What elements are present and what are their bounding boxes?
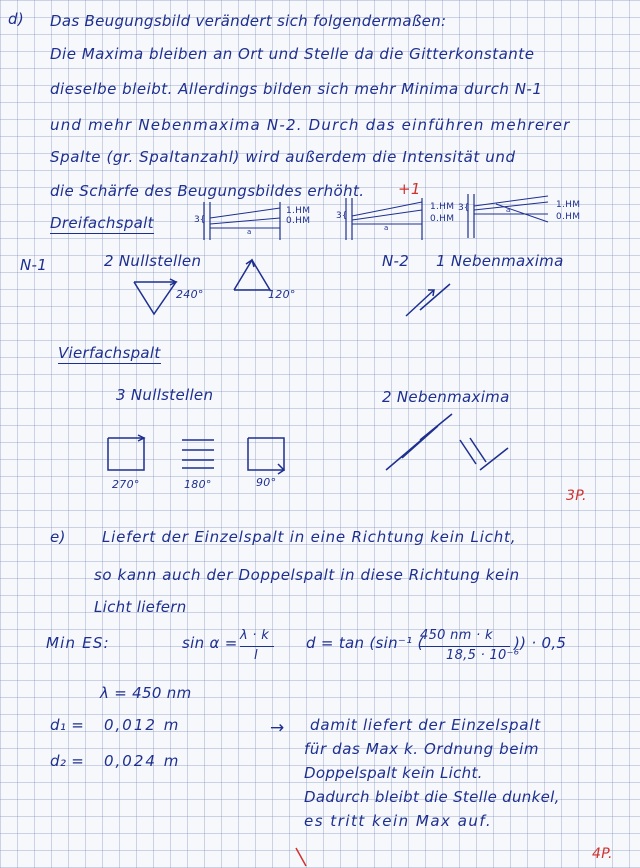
svg-text:a: a: [247, 228, 252, 236]
angle-180: 180°: [184, 478, 212, 491]
svg-text:a: a: [506, 206, 511, 214]
formula-sin-fraction-bar: [240, 646, 274, 647]
formula-d: d = tan (sin⁻¹ (: [306, 634, 424, 652]
n1-text: 2 Nullstellen: [104, 252, 202, 270]
svg-text:3{: 3{: [336, 211, 348, 221]
conclusion-arrow: →: [270, 718, 285, 738]
svg-text:3{: 3{: [194, 215, 206, 225]
conclusion-line-3: Doppelspalt kein Licht.: [304, 764, 483, 782]
diagram-2-label-0hm: 0.HM: [430, 214, 455, 224]
diagram-1-label-0hm: 0.HM: [286, 216, 311, 226]
phasor-square-270: [104, 434, 150, 474]
phasor-zigzag-180: [178, 434, 218, 474]
red-tick-mark: [292, 846, 312, 868]
svg-text:a: a: [384, 224, 389, 232]
lambda-value: λ = 450 nm: [100, 684, 192, 702]
part-e-line-3: Licht liefern: [94, 598, 187, 616]
formula-sin: sin α =: [182, 634, 238, 652]
n1-label: N-1: [20, 256, 48, 274]
n2-label: N-2: [382, 252, 410, 270]
part-d-line-3: dieselbe bleibt. Allerdings bilden sich mehr Minima durch N-1: [50, 80, 543, 98]
conclusion-line-1: damit liefert der Einzelspalt: [310, 716, 541, 734]
angle-90: 90°: [256, 476, 277, 489]
d1-label: d₁ =: [50, 716, 85, 734]
diagram-3-label-1hm: 1.HM: [556, 200, 581, 210]
part-e-line-1: Liefert der Einzelspalt in eine Richtung kein Licht,: [102, 528, 517, 546]
part-d-label: d): [8, 10, 24, 28]
diagram-2-label-1hm: 1.HM: [430, 202, 455, 212]
part-e-line-2: so kann auch der Doppelspalt in diese Richtung kein: [94, 566, 520, 584]
angle-240: 240°: [176, 288, 204, 301]
conclusion-line-2: für das Max k. Ordnung beim: [304, 740, 540, 758]
red-plus-mark: +1: [398, 180, 421, 198]
phasor-square-90: [244, 434, 290, 474]
part-e-label: e): [50, 528, 66, 546]
formula-d-tail: )) · 0,5: [514, 634, 567, 652]
d1-value: 0,012 m: [104, 716, 181, 734]
phasor-arrows-nebenmaxima: [380, 410, 520, 476]
formula-sin-den: l: [254, 648, 258, 663]
n2-text: 1 Nebenmaxima: [436, 252, 564, 270]
part-d-line-5: Spalte (gr. Spaltanzahl) wird außerdem die Intensität und: [50, 148, 516, 166]
points-d: 3P.: [566, 488, 587, 504]
formula-d-num: 450 nm · k: [420, 628, 493, 643]
points-e: 4P.: [592, 846, 613, 862]
slit-diagram-2: [334, 196, 434, 242]
phasor-arrows-n2: [400, 280, 460, 320]
d2-value: 0,024 m: [104, 752, 181, 770]
diagram-1-label-1hm: 1.HM: [286, 206, 311, 216]
nebenmaxima-2-text: 2 Nebenmaxima: [382, 388, 510, 406]
nullstellen-3-text: 3 Nullstellen: [116, 386, 214, 404]
formula-sin-num: λ · k: [240, 628, 270, 643]
part-d-line-4: und mehr Nebenmaxima N-2. Durch das einführen mehrerer: [50, 116, 571, 134]
formula-d-fraction-bar: [420, 646, 510, 647]
vierfachspalt-heading: Vierfachspalt: [58, 344, 161, 362]
d2-label: d₂ =: [50, 752, 85, 770]
part-d-line-1: Das Beugungsbild verändert sich folgendermaßen:: [50, 12, 447, 30]
conclusion-line-5: es tritt kein Max auf.: [304, 812, 493, 830]
angle-270: 270°: [112, 478, 140, 491]
part-d-line-6: die Schärfe des Beugungsbildes erhöht.: [50, 182, 365, 200]
conclusion-line-4: Dadurch bleibt die Stelle dunkel,: [304, 788, 560, 806]
dreifachspalt-heading: Dreifachspalt: [50, 214, 154, 232]
angle-120: 120°: [268, 288, 296, 301]
part-d-line-2: Die Maxima bleiben an Ort und Stelle da die Gitterkonstante: [50, 45, 535, 63]
formula-d-den: 18,5 · 10⁻⁶: [446, 648, 520, 663]
min-es-label: Min ES:: [46, 634, 110, 652]
svg-text:3{: 3{: [458, 203, 470, 213]
slit-diagram-3: [456, 192, 556, 240]
diagram-3-label-0hm: 0.HM: [556, 212, 581, 222]
